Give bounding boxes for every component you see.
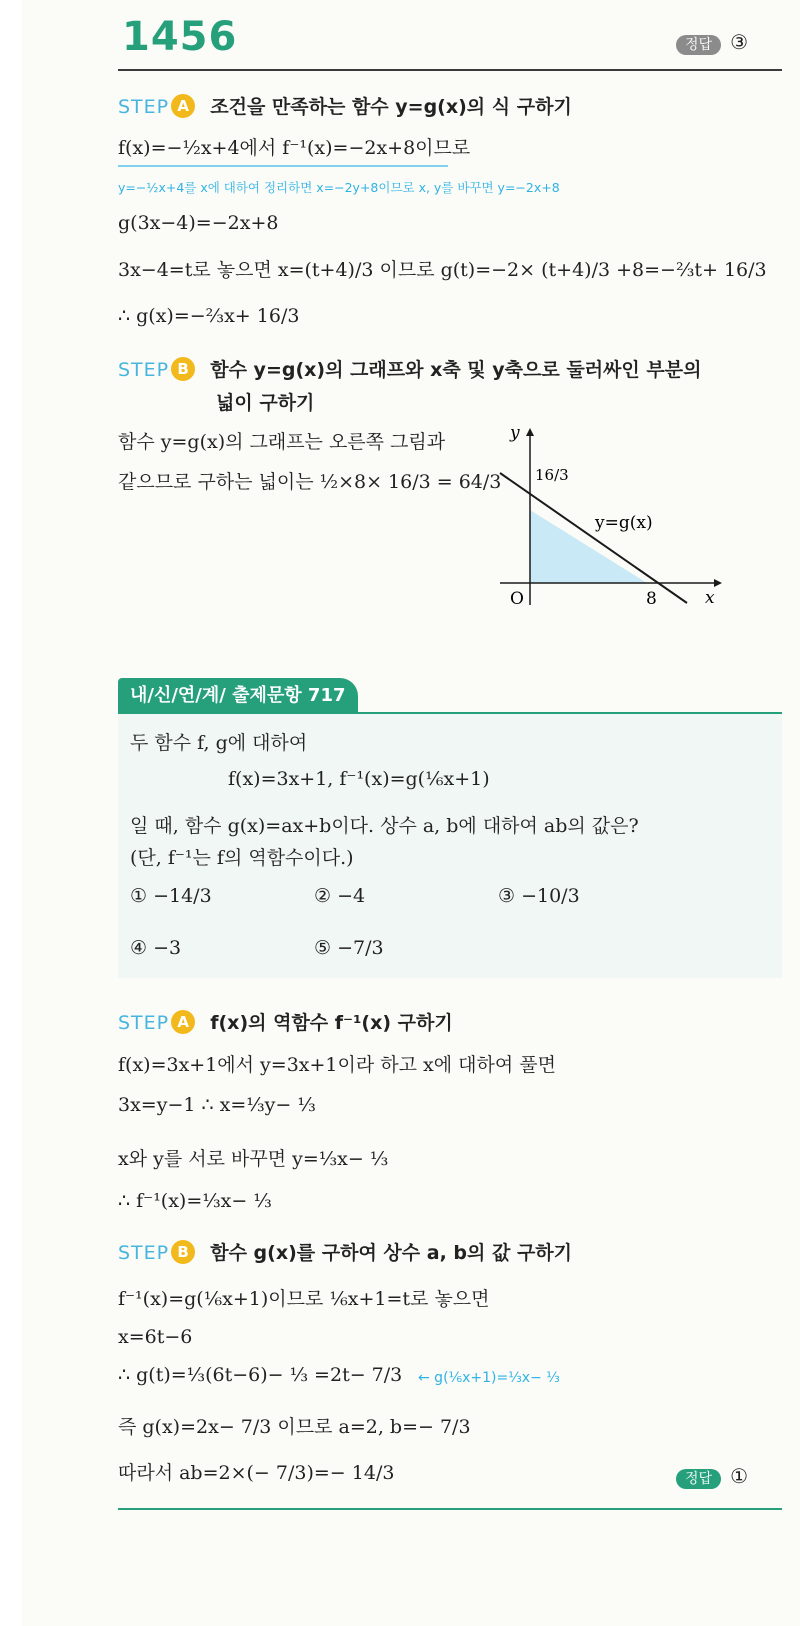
question-line: (단, f⁻¹는 f의 역함수이다.)	[130, 847, 354, 869]
area-line: 같으므로 구하는 넓이는 ½×8× 16/3 = 64/3	[118, 471, 502, 493]
choice-5: ⑤ −7/3	[314, 937, 384, 959]
question-line: 두 함수 f, g에 대하여	[130, 732, 308, 754]
answer-value: ①	[730, 1464, 749, 1488]
answer-area	[676, 30, 748, 54]
step-title-continued: 넓이 구하기	[216, 392, 315, 414]
step-a-heading	[118, 92, 572, 119]
solution-line: ∴ f⁻¹(x)=⅓x− ⅓	[118, 1190, 272, 1212]
solution-line: x=6t−6	[118, 1326, 193, 1348]
solution-line: f⁻¹(x)=g(⅙x+1)이므로 ⅙x+1=t로 놓으면	[118, 1288, 490, 1310]
step-title: f(x)의 역함수 f⁻¹(x) 구하기	[210, 1012, 453, 1034]
answer-area	[676, 1464, 748, 1488]
step-title: 함수 g(x)를 구하여 상수 a, b의 값 구하기	[210, 1242, 573, 1264]
problem-number: 1456	[122, 14, 238, 60]
choice-2: ② −4	[314, 885, 366, 907]
solution-line: x와 y를 서로 바꾸면 y=⅓x− ⅓	[118, 1148, 389, 1170]
step-a-icon: A	[171, 94, 195, 118]
linked-problem-tab: 내/신/연/계/ 출제문항 717	[118, 678, 358, 714]
x-axis-label: x	[705, 588, 715, 608]
solution-line: ∴ g(x)=−⅔x+ 16/3	[118, 305, 300, 327]
solution-line: g(3x−4)=−2x+8	[118, 212, 279, 234]
top-divider	[118, 69, 782, 71]
step-title: 조건을 만족하는 함수 y=g(x)의 식 구하기	[210, 96, 572, 118]
note-underline	[118, 165, 448, 167]
step-label: STEP	[118, 1242, 170, 1264]
choice-3: ③ −10/3	[498, 885, 580, 907]
step-label: STEP	[118, 359, 170, 381]
x-axis-arrow	[714, 579, 722, 587]
side-note: y=−½x+4를 x에 대하여 정리하면 x=−2y+8이므로 x, y를 바꾸면 y=−2x+8	[118, 180, 560, 195]
y-axis-arrow	[526, 428, 534, 436]
step-label: STEP	[118, 1012, 170, 1034]
x-intercept-label: 8	[646, 589, 657, 609]
step-a-heading	[118, 1008, 453, 1035]
step-label: STEP	[118, 96, 170, 118]
solution-line: 3x=y−1 ∴ x=⅓y− ⅓	[118, 1094, 316, 1116]
origin-label: O	[510, 589, 524, 609]
solution-line: 3x−4=t로 놓으면 x=(t+4)/3 이므로 g(t)=−2× (t+4)/3 +8=−⅔t+ 16/3	[118, 259, 767, 281]
side-note: ← g(⅙x+1)=⅓x− ⅓	[418, 1370, 560, 1386]
step-b-heading	[118, 355, 701, 382]
step-title: 함수 y=g(x)의 그래프와 x축 및 y축으로 둘러싸인 부분의	[210, 359, 702, 381]
step-b-icon: B	[171, 357, 195, 381]
step-a-icon: A	[171, 1010, 195, 1034]
y-intercept-label: 16/3	[535, 466, 569, 484]
solution-line: f(x)=−½x+4에서 f⁻¹(x)=−2x+8이므로	[118, 137, 471, 159]
choice-1: ① −14/3	[130, 885, 212, 907]
answer-badge: 정답	[676, 1469, 721, 1489]
bottom-divider	[118, 1508, 782, 1510]
answer-value: ③	[730, 30, 749, 54]
question-formula: f(x)=3x+1, f⁻¹(x)=g(⅙x+1)	[228, 768, 490, 790]
area-line: 함수 y=g(x)의 그래프는 오른쪽 그림과	[118, 431, 446, 453]
answer-badge: 정답	[676, 35, 721, 55]
solution-line: 따라서 ab=2×(− 7/3)=− 14/3	[118, 1462, 395, 1484]
linked-problem-rule	[118, 712, 782, 714]
question-line: 일 때, 함수 g(x)=ax+b이다. 상수 a, b에 대하여 ab의 값은?	[130, 815, 639, 837]
y-axis-label: y	[510, 423, 520, 443]
choice-4: ④ −3	[130, 937, 182, 959]
solution-line: f(x)=3x+1에서 y=3x+1이라 하고 x에 대하여 풀면	[118, 1054, 556, 1076]
graph-figure	[490, 420, 730, 610]
step-b-icon: B	[171, 1240, 195, 1264]
solution-line: ∴ g(t)=⅓(6t−6)− ⅓ =2t− 7/3	[118, 1364, 403, 1386]
step-b-heading	[118, 1238, 572, 1265]
curve-label: y=g(x)	[595, 513, 653, 533]
solution-line: 즉 g(x)=2x− 7/3 이므로 a=2, b=− 7/3	[118, 1416, 471, 1438]
